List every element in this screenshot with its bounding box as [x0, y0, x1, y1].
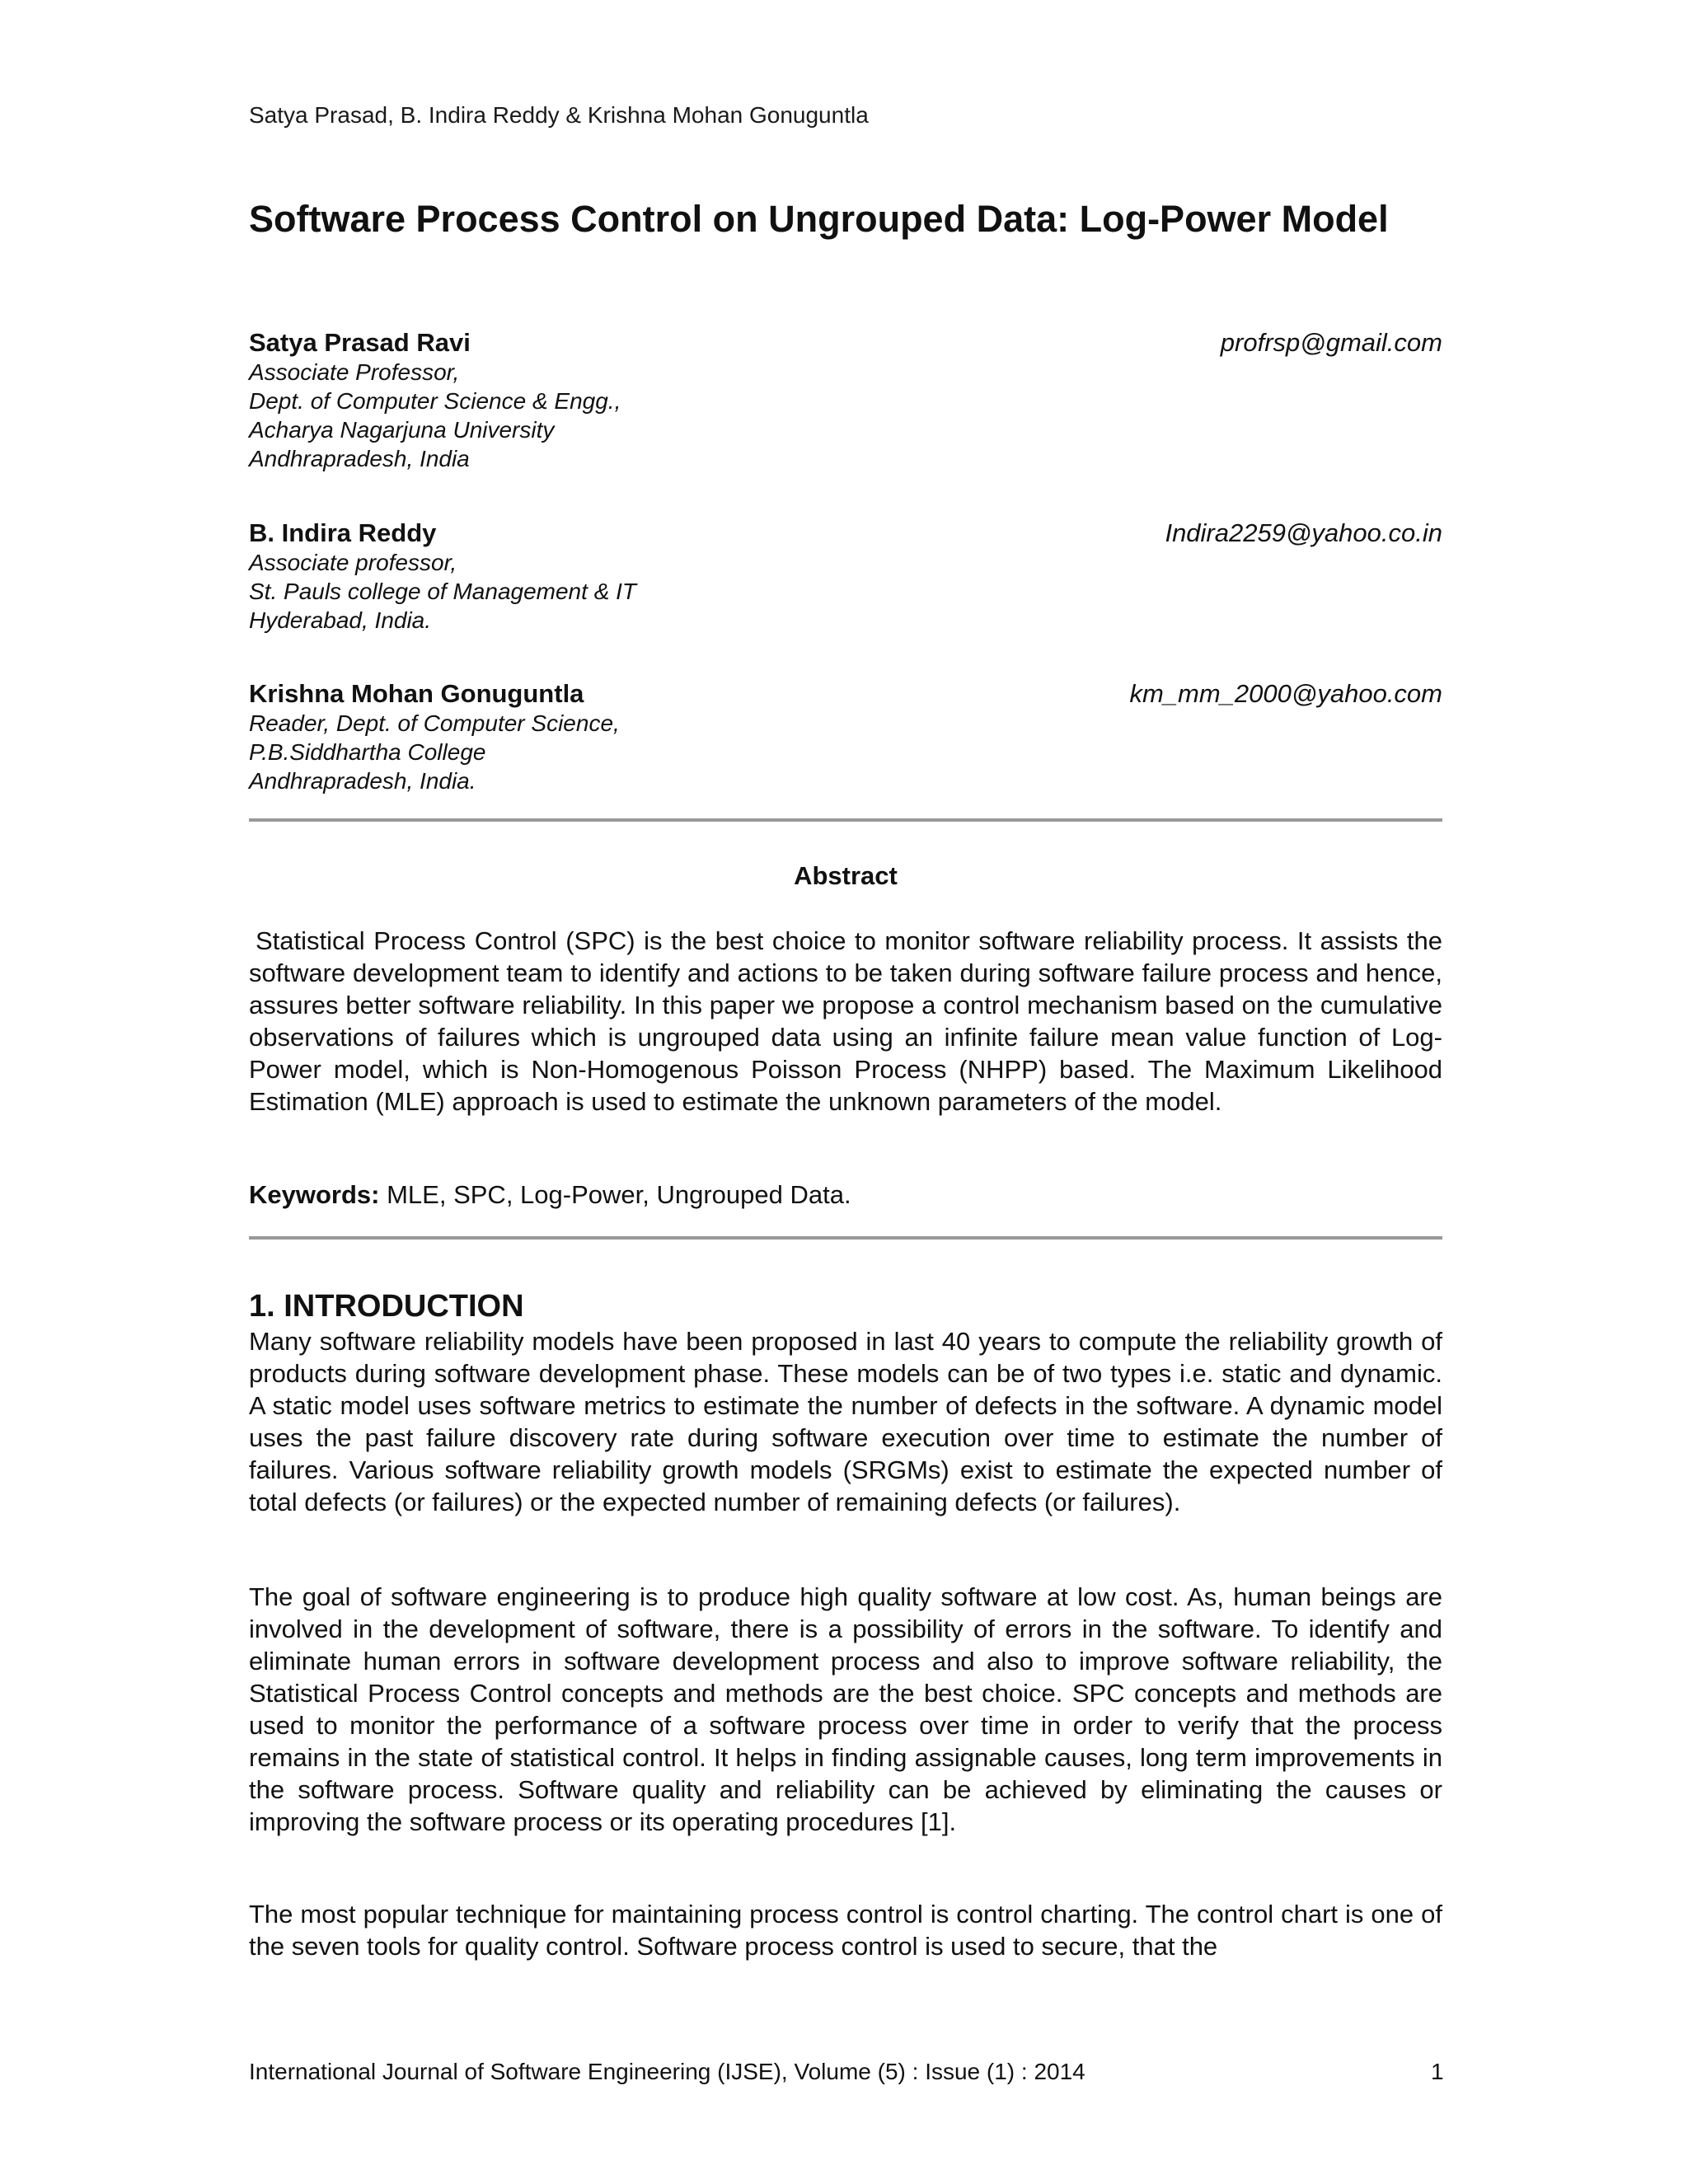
section-heading: 1. INTRODUCTION — [249, 1289, 524, 1324]
body-paragraph: The most popular technique for maintaining process control is control charting. The control chart is one of the seven tools for quality control. Software process control is used to secure, that the — [249, 1900, 1442, 1961]
footer-journal-citation: International Journal of Software Engineering (IJSE), Volume (5) : Issue (1) : 2014 — [249, 2059, 1085, 2084]
author-affiliation-line: St. Pauls college of Management & IT — [249, 579, 637, 604]
keywords-text: MLE, SPC, Log-Power, Ungrouped Data. — [387, 1180, 851, 1209]
author-name: Satya Prasad Ravi — [249, 328, 471, 357]
author-affiliation-line: Andhrapradesh, India — [249, 446, 470, 471]
running-head: Satya Prasad, B. Indira Reddy & Krishna Mohan Gonuguntla — [249, 102, 869, 128]
author-affiliation-line: Reader, Dept. of Computer Science, — [249, 710, 620, 736]
author-email[interactable]: Indira2259@yahoo.co.in — [1165, 518, 1442, 547]
section-divider — [249, 1236, 1442, 1240]
author-affiliation-line: Acharya Nagarjuna University — [249, 417, 555, 443]
author-block — [249, 679, 1442, 795]
keywords-line — [249, 1180, 851, 1210]
footer-page-number: 1 — [1431, 2059, 1444, 2084]
paper-title: Software Process Control on Ungrouped Data: Log-Power Model — [249, 198, 1389, 240]
author-email[interactable]: km_mm_2000@yahoo.com — [1129, 679, 1442, 708]
author-affiliation-line: P.B.Siddhartha College — [249, 739, 486, 765]
author-block — [249, 328, 1442, 473]
body-paragraph: The goal of software engineering is to produce high quality software at low cost. As, human beings are involved in the development of software, there is a possibility of errors in the software. To identify and eliminate human errors in software development process and also to improve software reliability, the Statistical Process Control concepts and methods are the best choice. SPC concepts and methods are used to monitor the performance of a software process over time in order to verify that the process remains in the state of statistical control. It helps in finding assignable causes, long term improvements in the software process. Software quality and reliability can be achieved by eliminating the causes or improving the software process or its operating procedures [1]. — [249, 1582, 1442, 1836]
author-name: Krishna Mohan Gonuguntla — [249, 679, 584, 708]
keywords-label: Keywords: — [249, 1180, 380, 1209]
abstract-heading: Abstract — [794, 861, 898, 890]
author-affiliation-line: Associate professor, — [249, 550, 457, 575]
author-block — [249, 518, 1442, 635]
body-paragraph: Many software reliability models have been proposed in last 40 years to compute the reliability growth of products during software development phase. These models can be of two types i.e. static and dynamic. A static model uses software metrics to estimate the number of defects in the software. A dynamic model uses the past failure discovery rate during software execution over time to estimate the number of failures. Various software reliability growth models (SRGMs) exist to estimate the expected number of total defects (or failures) or the expected number of remaining defects (or failures). — [249, 1327, 1442, 1516]
author-email[interactable]: profrsp@gmail.com — [1220, 328, 1442, 357]
author-affiliation-line: Dept. of Computer Science & Engg., — [249, 388, 621, 414]
author-affiliation-line: Associate Professor, — [249, 359, 460, 385]
author-affiliation-line: Hyderabad, India. — [249, 607, 432, 633]
section-divider — [249, 818, 1442, 822]
abstract-text: Statistical Process Control (SPC) is the best choice to monitor software reliability process. It assists the software development team to identify and actions to be taken during software failure process and hence, assures better software reliability. In this paper we propose a control mechanism based on the cumulative observations of failures which is ungrouped data using an infinite failure mean value function of Log-Power model, which is Non-Homogenous Poisson Process (NHPP) based. The Maximum Likelihood Estimation (MLE) approach is used to estimate the unknown parameters of the model. — [249, 926, 1442, 1116]
author-affiliation-line: Andhrapradesh, India. — [249, 768, 476, 794]
author-name: B. Indira Reddy — [249, 518, 437, 547]
